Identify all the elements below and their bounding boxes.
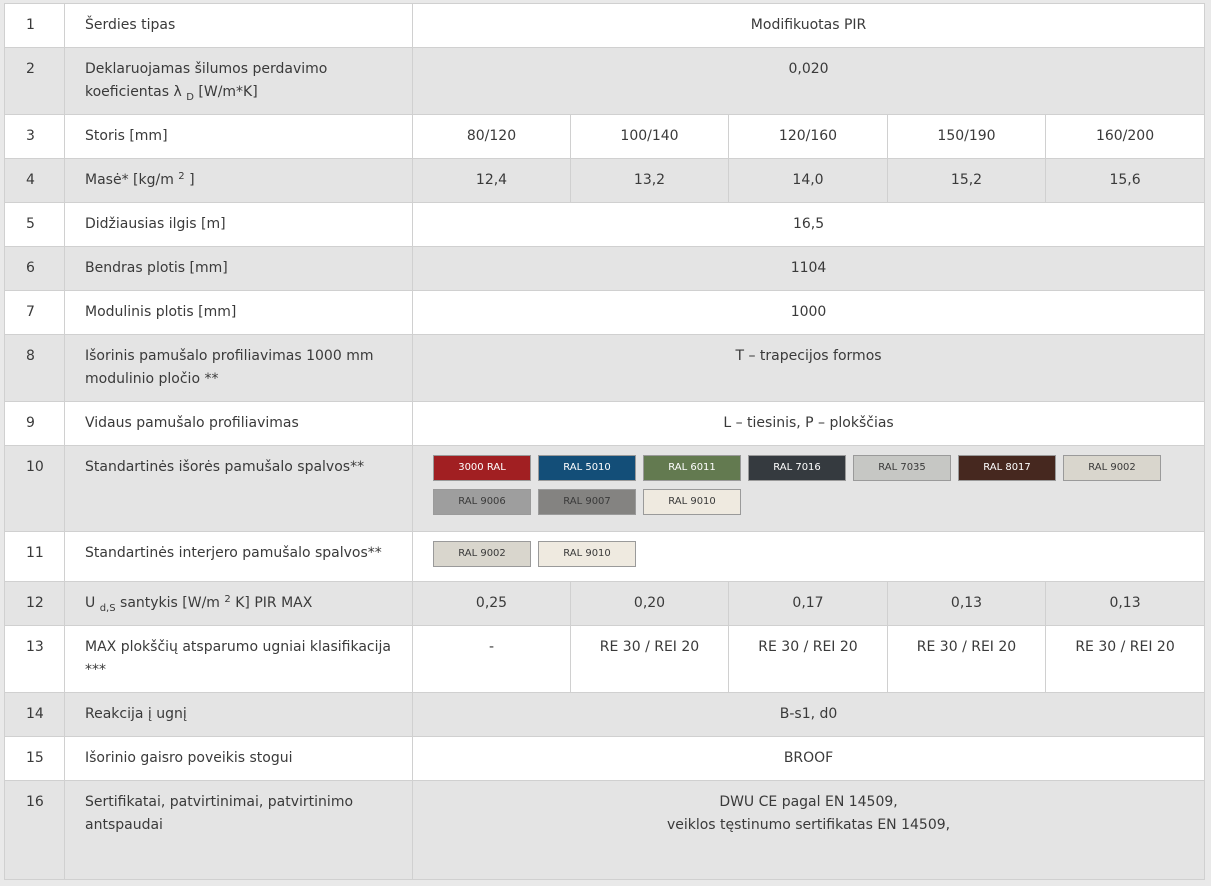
- row-value: 0,17: [729, 582, 888, 626]
- row-value: T – trapecijos formos: [413, 335, 1205, 402]
- row-value: 0,020: [413, 48, 1205, 115]
- row-label: Reakcija į ugnį: [65, 693, 413, 737]
- table-row: [5, 737, 1205, 781]
- table-row: [5, 693, 1205, 737]
- color-swatch: RAL 6011: [643, 455, 741, 481]
- table-row: [5, 582, 1205, 626]
- color-swatch: 3000 RAL: [433, 455, 531, 481]
- color-swatch: RAL 5010: [538, 455, 636, 481]
- row-value: 80/120: [413, 115, 571, 159]
- row-number: 2: [5, 48, 65, 115]
- table-row: [5, 115, 1205, 159]
- table-row: [5, 532, 1205, 582]
- row-value: 0,13: [888, 582, 1046, 626]
- row-value: RE 30 / REI 20: [1046, 626, 1205, 693]
- swatch-list: [433, 455, 1193, 515]
- row-number: 15: [5, 737, 65, 781]
- row-label: Didžiausias ilgis [m]: [65, 203, 413, 247]
- row-value: 16,5: [413, 203, 1205, 247]
- row-value: 100/140: [571, 115, 729, 159]
- row-label: Bendras plotis [mm]: [65, 247, 413, 291]
- row-number: 13: [5, 626, 65, 693]
- row-value: RE 30 / REI 20: [888, 626, 1046, 693]
- row-value: B-s1, d0: [413, 693, 1205, 737]
- row-label: Šerdies tipas: [65, 4, 413, 48]
- color-swatch: RAL 9010: [538, 541, 636, 567]
- row-label: MAX plokščių atsparumo ugniai klasifikacija ***: [65, 626, 413, 693]
- color-swatch: RAL 9010: [643, 489, 741, 515]
- table-row: [5, 4, 1205, 48]
- row-number: 3: [5, 115, 65, 159]
- row-value: 14,0: [729, 159, 888, 203]
- interior-color-swatches: [413, 532, 1205, 582]
- row-label: Standartinės išorės pamušalo spalvos**: [65, 446, 413, 532]
- row-value: 12,4: [413, 159, 571, 203]
- row-label: Vidaus pamušalo profiliavimas: [65, 402, 413, 446]
- row-value: 15,6: [1046, 159, 1205, 203]
- table-row: [5, 781, 1205, 880]
- row-number: 1: [5, 4, 65, 48]
- color-swatch: RAL 9002: [433, 541, 531, 567]
- row-value: L – tiesinis, P – plokščias: [413, 402, 1205, 446]
- row-label: Standartinės interjero pamušalo spalvos**: [65, 532, 413, 582]
- row-number: 9: [5, 402, 65, 446]
- row-value: BROOF: [413, 737, 1205, 781]
- row-label: Deklaruojamas šilumos perdavimo koeficientas λ $_D$ [W/m*K]: [65, 48, 413, 115]
- row-label: Sertifikatai, patvirtinimai, patvirtinimo antspaudai: [65, 781, 413, 880]
- row-value: RE 30 / REI 20: [729, 626, 888, 693]
- row-label: Išorinio gaisro poveikis stogui: [65, 737, 413, 781]
- row-number: 8: [5, 335, 65, 402]
- color-swatch: RAL 8017: [958, 455, 1056, 481]
- row-label: Masė* [kg/m $^2$ ]: [65, 159, 413, 203]
- table-row: [5, 247, 1205, 291]
- row-value: DWU CE pagal EN 14509, veiklos tęstinumo sertifikatas EN 14509,: [413, 781, 1205, 880]
- row-value: 0,13: [1046, 582, 1205, 626]
- row-number: 11: [5, 532, 65, 582]
- table-row: [5, 335, 1205, 402]
- color-swatch: RAL 7035: [853, 455, 951, 481]
- row-label: Storis [mm]: [65, 115, 413, 159]
- row-number: 4: [5, 159, 65, 203]
- row-number: 6: [5, 247, 65, 291]
- table-row: [5, 203, 1205, 247]
- table-row: [5, 626, 1205, 693]
- row-label: Modulinis plotis [mm]: [65, 291, 413, 335]
- row-value: RE 30 / REI 20: [571, 626, 729, 693]
- row-label: U $_{d,S}$ santykis [W/m $^2$ K] PIR MAX: [65, 582, 413, 626]
- color-swatch: RAL 7016: [748, 455, 846, 481]
- table-row: [5, 446, 1205, 532]
- row-number: 10: [5, 446, 65, 532]
- row-value: 15,2: [888, 159, 1046, 203]
- table-row: [5, 291, 1205, 335]
- table-row: [5, 402, 1205, 446]
- row-value: 160/200: [1046, 115, 1205, 159]
- row-number: 16: [5, 781, 65, 880]
- row-value: 0,20: [571, 582, 729, 626]
- swatch-list: [433, 541, 1193, 567]
- row-number: 14: [5, 693, 65, 737]
- table-row: [5, 159, 1205, 203]
- color-swatch: RAL 9007: [538, 489, 636, 515]
- specification-table: [4, 3, 1205, 880]
- table-row: [5, 48, 1205, 115]
- row-value: 120/160: [729, 115, 888, 159]
- color-swatch: RAL 9002: [1063, 455, 1161, 481]
- row-value: Modifikuotas PIR: [413, 4, 1205, 48]
- row-number: 5: [5, 203, 65, 247]
- row-value: 13,2: [571, 159, 729, 203]
- row-label: Išorinis pamušalo profiliavimas 1000 mm modulinio pločio **: [65, 335, 413, 402]
- row-value: 1104: [413, 247, 1205, 291]
- row-value: -: [413, 626, 571, 693]
- row-value: 1000: [413, 291, 1205, 335]
- color-swatch: RAL 9006: [433, 489, 531, 515]
- row-value: 150/190: [888, 115, 1046, 159]
- row-value: 0,25: [413, 582, 571, 626]
- row-number: 7: [5, 291, 65, 335]
- row-number: 12: [5, 582, 65, 626]
- exterior-color-swatches: [413, 446, 1205, 532]
